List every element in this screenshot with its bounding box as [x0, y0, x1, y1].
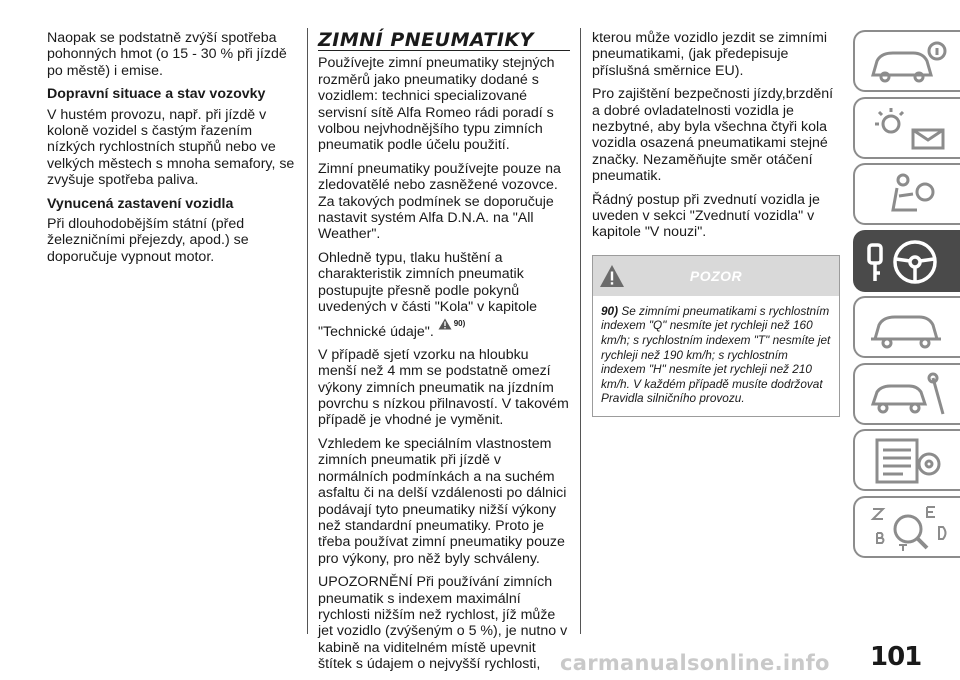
heading-stops: Vynucená zastavení vozidla — [47, 195, 234, 212]
tab-specifications[interactable] — [853, 429, 960, 491]
warning-triangle-icon — [599, 264, 625, 288]
column-right — [592, 30, 840, 417]
warning-reference[interactable] — [438, 316, 466, 332]
column-middle — [318, 29, 570, 680]
heading-traffic: Dopravní situace a stav vozovky — [47, 86, 266, 103]
tires-paragraph-3-text: Ohledně typu, tlaku huštění a charakteristik zimních pneumatik postupujte přesně podle pokynů uvedených v části "Kola" v kapitole "Technické údaje". — [318, 249, 538, 340]
column-divider-1 — [307, 28, 308, 634]
alphabetical-index-icon — [863, 503, 953, 553]
tab-car-info[interactable] — [853, 30, 960, 92]
stops-paragraph: Při dlouhodobějším státní (před železničními přejezdy, apod.) se doporučuje vypnout motor. — [47, 216, 249, 265]
tab-car-tools[interactable] — [853, 363, 960, 425]
tab-airbag-seat[interactable] — [853, 163, 960, 225]
column-left — [47, 30, 299, 272]
column-divider-2 — [580, 28, 581, 634]
tab-car-warning[interactable] — [853, 296, 960, 358]
tab-dashboard-lights[interactable] — [853, 97, 960, 159]
warning-triangle-icon — [438, 318, 452, 330]
warning-reference-number: 90) — [453, 318, 466, 328]
continued-paragraph: kterou může vozidlo jezdit se zimními pneumatikami, (jak předepisuje příslušná směrnice EU). — [592, 30, 827, 79]
tires-paragraph-3 — [318, 250, 570, 340]
tires-paragraph-1: Používejte zimní pneumatiky stejných rozměrů jako pneumatiky dodané s vozidlem: technici specializované servisní sítě Alfa Romeo rádi poradí s volbou nejvhodnějšího typu zimních pneumatik podle účelu použití. — [318, 55, 555, 154]
section-title: ZIMNÍ PNEUMATIKY — [318, 32, 570, 51]
intro-paragraph: Naopak se podstatně zvýší spotřeba pohonných hmot (o 15 - 30 % při jízdě po městě) i emise. — [47, 30, 287, 79]
tab-key-steering-wheel[interactable] — [853, 230, 960, 292]
specifications-list-icon — [863, 436, 953, 486]
tires-paragraph-4: V případě sjetí vzorku na hloubku menší než 4 mm se podstatně omezí výkony zimních pneumatik na jízdním povrchu s nízkou přilnavostí. V takovém případě je vhodné je vyměnit. — [318, 346, 569, 429]
tires-paragraph-5: Vzhledem ke speciálním vlastnostem zimních pneumatik při jízdě v normálních podmínkách a na suchém asfaltu či na delší vzdálenosti po dálnici podávají tyto pneumatiky nižší výkony než standardní pneumatiky. Proto je třeba používat zimní pneumatiky pouze pro výkony, pro něž byly schváleny. — [318, 435, 567, 567]
car-info-icon — [863, 37, 953, 87]
tires-paragraph-2: Zimní pneumatiky používejte pouze na zledovatělé nebo zasněžené vozovce. Za takových podmínek se doporučuje nastavit systém Alfa D.N.A. na "All Weather". — [318, 160, 561, 243]
warning-text — [593, 296, 839, 416]
car-warning-icon — [863, 303, 953, 353]
car-tools-icon — [863, 370, 953, 420]
page-number: 101 — [870, 642, 922, 672]
dashboard-lights-icon — [863, 104, 953, 154]
warning-header — [593, 256, 839, 296]
warning-box — [592, 255, 840, 417]
chapter-tabs — [853, 30, 960, 562]
traffic-paragraph: V hustém provozu, např. při jízdě v koloně vozidel s častým řazením nízkých rychlostních stupňů nebo ve velkých městech s mnoha semafory, se zvyšuje spotřeba paliva. — [47, 106, 295, 189]
airbag-seat-icon — [863, 170, 953, 220]
lifting-paragraph: Řádný postup při zvednutí vozidla je uveden v sekci "Zvednutí vozidla" v kapitole "V nouzi". — [592, 191, 820, 241]
tab-alphabetical-index[interactable] — [853, 496, 960, 558]
key-steering-wheel-icon — [863, 237, 953, 287]
safety-paragraph: Pro zajištění bezpečnosti jízdy,brzdění a dobré ovladatelnosti vozidla je nezbytné, aby byla všechna čtyři kola vozidla osazená pneumatikami stejné značky. Nezaměňujte směr otáčení pneumatik. — [592, 86, 834, 185]
watermark: carmanualsonline.info — [560, 651, 830, 675]
tires-paragraph-6: UPOZORNĚNÍ Při používání zimních pneumatik s indexem maximální rychlosti nižším než rychlost, jíž může jet vozidlo (zvýšeným o 5 %), je nutno v kabině na viditelném místě upevnit štítek s údajem o nejvyšší rychlosti, — [318, 574, 568, 673]
warning-title: POZOR — [689, 267, 743, 284]
warning-number: 90) — [601, 303, 619, 318]
warning-content: Se zimními pneumatikami s rychlostním indexem "Q" nesmíte jet rychleji než 160 km/h; s rychlostním indexem "T" nesmíte jet rychleji než 190 km/h; s rychlostním indexem "H" nesmíte jet rychleji než 210 km/h. V každém případě musíte dodržovat Pravidla silničního provozu. — [601, 303, 831, 406]
